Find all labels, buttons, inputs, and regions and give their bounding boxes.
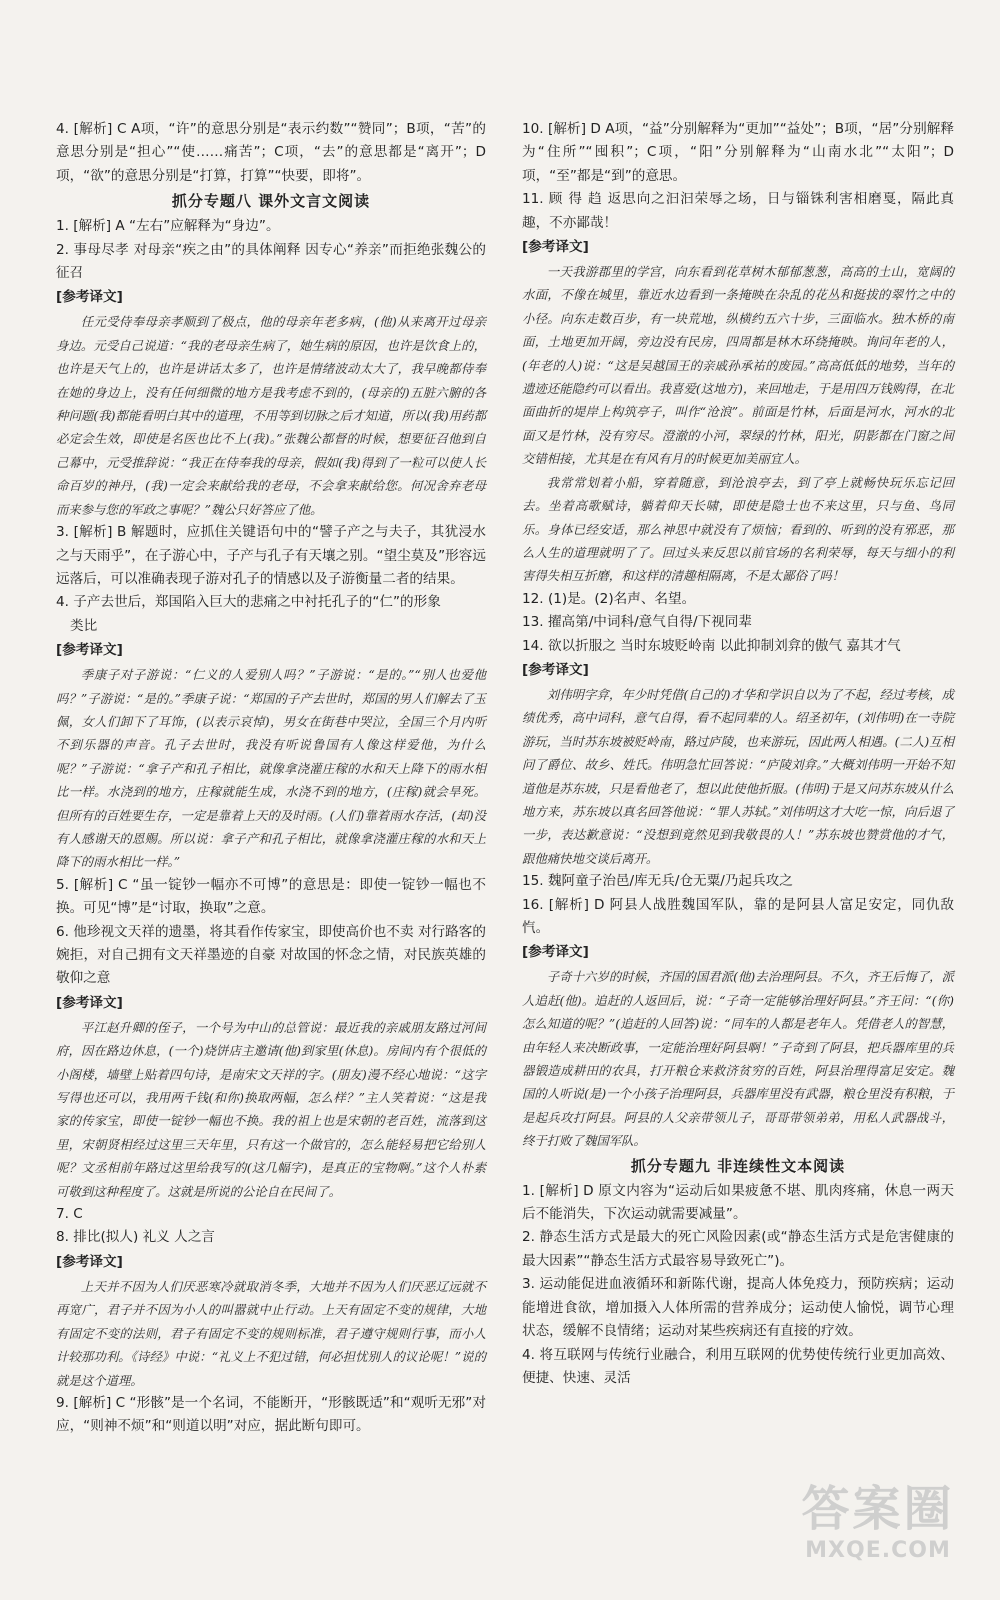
watermark-logo-text: 答案圈 xyxy=(801,1481,955,1537)
section-title-9: 抓分专题九 非连续性文本阅读 xyxy=(630,1156,846,1175)
section-title-8: 抓分专题八 课外文言文阅读 xyxy=(171,192,371,211)
translation-2: 季康子对子游说：“仁义的人爱别人吗？”子游说：“是的。”“别人也爱他吗？”子游说：“是的。”季康子说：“郑国的子产去世时，郑国的男人们解去了玉佩，女人们卸下了耳饰，(以表示哀悼)，男女在街巷中哭泣，全国三个月内听不到乐器的声音。孔子去世时，我没有听说鲁国有人像这样爱他，为什么呢？”子游说：“拿子产和孔子相比，就像拿浇灌庄稼的水和天上降下的雨水相比一样。水浇到的地方，庄稼就能生成，水浇不到的地方，(庄稼)就会旱死。但所有的百姓要生存，一定是靠着上天的及时雨。(人们)靠着雨水存活，(却)没有人感谢天的恩赐。所以说：拿子产和孔子相比，就像拿浇灌庄稼的水和天上降下的雨水相比一样。” xyxy=(56,667,486,870)
translation-3: 平江赵升卿的侄子，一个号为中山的总管说：最近我的亲戚朋友路过河间府，因在路边休息，(一个)烧饼店主邀请(他)到家里(休息)。房间内有个很低的小阁楼，墙壁上贴着四句诗，是南宋文天祥的字。(朋友)漫不经心地说：“这字写得也还可以，我用两千钱(和你)换取两幅，怎么样？”主人笑着说：“这是我家的传家宝，即使一锭钞一幅也不换。我的祖上也是宋朝的老百姓，流落到这里，宋朝贤相经过这里三天年里，只有这一个做官的，怎么能轻易把它给别人呢？文丞相前年路过这里给我写的(这几幅字)，是真正的宝物啊。”这个人朴素可敬到这种程度了。这就是所说的公论自在民间了。 xyxy=(56,1019,486,1199)
answer-15: 15. 魏阿童子治邑/库无兵/仓无粟/乃起兵攻之 xyxy=(522,873,793,890)
translation-1: 任元受侍奉母亲孝顺到了极点，他的母亲年老多病，(他)从来离开过母亲身边。元受自己说道：“我的老母亲生病了，她生病的原因，也许是饮食上的，也许是天气上的，也许是讲话太多了，也许是情绪波动太大了，我早晚都侍奉在她的身边上，没有任何细微的地方是我考虑不到的，(母亲的)五脏六腑的各种问题(我)都能看明白其中的道理，不用等到切脉之后才知道，所以(我)用药都必定会生效，即使是名医也比不上(我)。”张魏公都督的时候，想要征召他到自己幕中，元受推辞说：“我正在侍奉我的母亲，假如(我)得到了一粒可以使人长命百岁的神丹，(我)一定会来献给我的老母，不会拿来献给您。何况舍弃老母而来参与您的军政之事呢？”魏公只好答应了他。 xyxy=(56,314,486,517)
translation-7: 子奇十六岁的时候，齐国的国君派(他)去治理阿县。不久，齐王后悔了，派人追赶(他)。追赶的人返回后，说：“子奇一定能够治理好阿县。”齐王问：“(你)怎么知道的呢？”(追赶的人回答)说：“同车的人都是老年人。凭借老人的智慧，由年轻人来决断政事，一定能治理好阿县啊！”子奇到了阿县，把兵器库里的兵器锻造成耕田的农具，打开粮仓来救济贫穷的百姓，阿县治理得富足安定。魏国的人听说(是)一个小孩子治理阿县，兵器库里没有武器，粮仓里没有积粮，于是起兵攻打阿县。阿县的人父亲带领儿子，哥哥带领弟弟，用私人武器战斗，终于打败了魏国军队。 xyxy=(522,969,954,1149)
translation-5a: 一天我游郡里的学宫，向东看到花草树木郁郁葱葱，高高的土山，宽阔的水面，不像在城里，靠近水边看到一条掩映在杂乱的花丛和挺拔的翠竹之中的小径。向东走数百步，有一块荒地，纵横约五六十步，三面临水。独木桥的南面，土地更加开阔，旁边没有民房，四周都是林木环绕掩映。询问年老的人，(年老的人)说：“这是吴越国王的亲戚孙承祐的废园。”高高低低的地势，当年的遗迹还能隐约可以看出。我喜爱(这地方)，来回地走，于是用四万钱购得，在北面曲折的堤岸上构筑亭子，叫作“沧浪”。前面是竹林，后面是河水，河水的北面又是竹林，没有穷尽。澄澈的小河，翠绿的竹林，阳光，阴影都在门窗之间交错相接，尤其是在有风有月的时候更加美丽宜人。 xyxy=(522,264,954,467)
reference-translation-label: [参考译文] xyxy=(522,661,589,678)
reference-translation-label: [参考译文] xyxy=(56,994,123,1011)
answer-9: 9. [解析] C “形骸”是一个名词，不能断开，“形骸既适”和“观听无邪”对应，“则神不烦”和“则道以明”对应，据此断句即可。 xyxy=(56,1394,486,1435)
answer-5: 5. [解析] C “虽一锭钞一幅亦不可博”的意思是：即使一锭钞一幅也不换。可见“博”是“讨取，换取”之意。 xyxy=(56,876,486,917)
reference-translation-label: [参考译文] xyxy=(56,642,123,659)
answer-7: 7. C xyxy=(56,1206,83,1223)
translation-5b: 我常常划着小船，穿着随意，到沧浪亭去，到了亭上就畅快玩乐忘记回去。坐着高歌赋诗，躺着仰天长啸，即使是隐士也不来这里，只与鱼、鸟同乐。身体已经安适，那么神思中就没有了烦恼；看到的、听到的没有邪恶，那么人生的道理就明了了。回过头来反思以前官场的名利荣辱，每天与细小的利害得失相互折磨，和这样的清趣相隔离，不是太鄙俗了吗！ xyxy=(522,474,954,584)
answer-1: 1. [解析] A “左右”应解释为“身边”。 xyxy=(56,218,280,235)
answer-11: 11. 顾 得 趋 返思向之汩汩荣辱之场，日与锱铢利害相磨戛，隔此真趣，不亦鄙哉！ xyxy=(522,191,954,231)
answer-6: 6. 他珍视文天祥的遗墨，将其看作传家宝，即使高价也不卖 对行路客的婉拒，对自己拥有文天祥墨迹的自豪 对故国的怀念之情，对民族英雄的敬仰之意 xyxy=(56,923,486,987)
reference-translation-label: [参考译文] xyxy=(522,944,589,961)
answer-4-part-b: 类比 xyxy=(70,617,98,634)
answer-4-part-a: 4. 子产去世后，郑国陷入巨大的悲痛之中衬托孔子的“仁”的形象 xyxy=(56,594,441,611)
answer-2: 2. 事母尽孝 对母亲“疾之由”的具体阐释 因专心“养亲”而拒绝张魏公的征召 xyxy=(56,241,486,282)
answer-b4: 4. 将互联网与传统行业融合，利用互联网的优势使传统行业更加高效、便捷、快速、灵活 xyxy=(522,1346,954,1386)
answer-4: 4. [解析] C A项，“许”的意思分别是“表示约数”“赞同”；B项，“苦”的意思分别是“担心”“使……痛苦”；C项，“去”的意思都是“离开”；D项，“欲”的意思分别是“打算，打算”“快要，即将”。 xyxy=(56,121,486,184)
reference-translation-label: [参考译文] xyxy=(522,239,589,256)
translation-6: 刘伟明字弇，年少时凭借(自己的)才华和学识自以为了不起，经过考核，成绩优秀，高中词科，意气自得，看不起同辈的人。绍圣初年，(刘伟明)在一寺院游玩，当时苏东坡被贬岭南，路过庐陵，也来游玩，因此两人相遇。(二人)互相问了爵位、故乡、姓氏。伟明急忙回答说：“庐陵刘弇。”大概刘伟明一开始不知道他是苏东坡，只是看他老了，想以此使他折服。(伟明)于是又问苏东坡从什么地方来，苏东坡以真名回答他说：“罪人苏轼。”刘伟明这才大吃一惊，向后退了一步，表达歉意说：“没想到竟然见到我敬畏的人！”苏东坡也赞赏他的才气，跟他痛快地交谈后离开。 xyxy=(522,686,954,866)
reference-translation-label: [参考译文] xyxy=(56,1253,123,1270)
reference-translation-label: [参考译文] xyxy=(56,289,123,306)
site-watermark-logo xyxy=(778,1480,978,1580)
left-column xyxy=(56,118,486,1439)
answer-3: 3. [解析] B 解题时，应抓住关键语句中的“譬子产之与夫子，其犹浸水之与天雨乎”，在子游心中，子产与孔子有天壤之别。“望尘莫及”形容远远落后，可以准确表现子游对孔子的情感以及子游衡量二者的结果。 xyxy=(56,524,486,587)
answer-14: 14. 欲以折服之 当时东坡贬岭南 以此抑制刘弇的傲气 嘉其才气 xyxy=(522,637,901,654)
translation-4: 上天并不因为人们厌恶寒冷就取消冬季，大地并不因为人们厌恶辽远就不再宽广，君子并不因为小人的叫嚣就中止行动。上天有固定不变的规律，大地有固定不变的法则，君子有固定不变的规则标准，君子遵守规则行事，而小人计较那功利。《诗经》中说：“礼义上不犯过错，何必担忧别人的议论呢！”说的就是这个道理。 xyxy=(56,1278,486,1388)
answer-8: 8. 排比(拟人) 礼义 人之言 xyxy=(56,1229,215,1246)
answer-16: 16. [解析] D 阿县人战胜魏国军队，靠的是阿县人富足安定，同仇敌忾。 xyxy=(522,896,954,936)
answer-b2: 2. 静态生活方式是最大的死亡风险因素(或“静态生活方式是危害健康的最大因素”“静态生活方式最容易导致死亡”)。 xyxy=(522,1229,954,1269)
answer-b3: 3. 运动能促进血液循环和新陈代谢，提高人体免疫力，预防疾病；运动能增进食欲，增加摄入人体所需的营养成分；运动使人愉悦，调节心理状态，缓解不良情绪；运动对某些疾病还有直接的疗效。 xyxy=(522,1276,954,1340)
answer-b1: 1. [解析] D 原文内容为“运动后如果疲惫不堪、肌肉疼痛，休息一两天后不能消失，下次运动就需要减量”。 xyxy=(522,1182,954,1223)
right-column xyxy=(522,118,954,1390)
answer-10: 10. [解析] D A项，“益”分别解释为“更加”“益处”；B项，“居”分别解释为“住所”“囤积”；C项，“阳”分别解释为“山南水北”“太阳”；D项，“至”都是“到”的意思。 xyxy=(522,121,954,184)
answer-12: 12. (1)是。(2)名声、名望。 xyxy=(522,590,696,607)
answer-13: 13. 擢高第/中词科/意气自得/下视同辈 xyxy=(522,614,752,631)
watermark-url: MXQE.COM xyxy=(805,1538,951,1563)
